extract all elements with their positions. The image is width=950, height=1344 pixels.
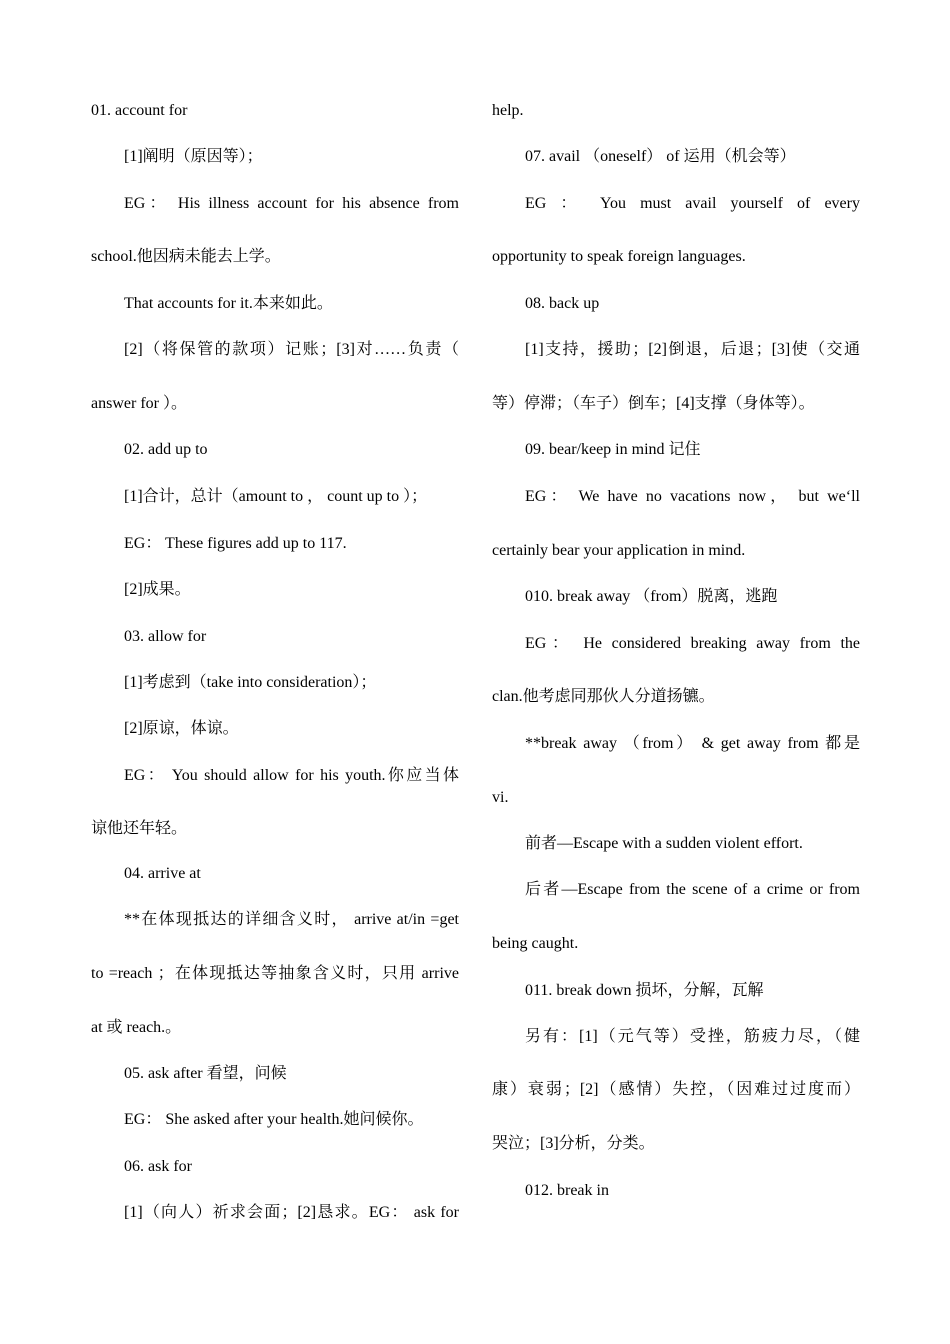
text-line: 08. back up <box>525 295 600 312</box>
text-line: 哭泣；[3]分析，分类。 <box>492 1135 655 1152</box>
text-line: opportunity to speak foreign languages. <box>492 248 746 265</box>
text-line: 01. account for <box>91 102 188 119</box>
text-line: [1]支持，援助；[2]倒退，后退；[3]使（交通 <box>525 341 860 358</box>
text-line: That accounts for it.本来如此。 <box>124 295 333 312</box>
text-line: 011. break down 损坏，分解，瓦解 <box>525 982 764 999</box>
text-line: 等）停滞；（车子）倒车；[4]支撑（身体等）。 <box>492 395 815 412</box>
text-line: certainly bear your application in mind. <box>492 542 746 559</box>
text-line: to =reach ；在体现抵达等抽象含义时，只用 arrive <box>91 965 459 982</box>
text-line: 谅他还年轻。 <box>91 820 188 837</box>
text-line: [2]成果。 <box>124 581 191 598</box>
text-line: 前者—Escape with a sudden violent effort. <box>525 835 803 852</box>
text-line: 03. allow for <box>124 628 207 645</box>
text-line: EG： His illness account for his absence from <box>124 195 459 212</box>
text-line: EG： You should allow for his youth.你应当体 <box>124 767 459 784</box>
text-line: [2]原谅，体谅。 <box>124 720 239 737</box>
text-line: 010. break away （from）脱离，逃跑 <box>525 588 778 605</box>
text-line: EG： She asked after your health.她问候你。 <box>124 1111 424 1128</box>
text-line: 012. break in <box>525 1182 609 1199</box>
text-line: vi. <box>492 789 509 806</box>
text-line: 09. bear/keep in mind 记住 <box>525 441 701 458</box>
text-line: [1]合计，总计（amount to ， count up to ）； <box>124 488 428 505</box>
text-line: 另有：[1]（元气等）受挫，筋疲力尽，（健 <box>525 1028 860 1045</box>
text-line: 05. ask after 看望，问候 <box>124 1065 287 1082</box>
text-line: clan.他考虑同那伙人分道扬镳。 <box>492 688 715 705</box>
text-line: [1]（向人）祈求会面；[2]恳求。EG： ask for <box>124 1204 459 1221</box>
text-line: **break away （from） & get away from 都是 <box>525 735 860 752</box>
text-line: **在体现抵达的详细含义时， arrive at/in =get <box>124 911 459 928</box>
text-line: [2]（将保管的款项）记账；[3]对……负责（ <box>124 341 459 358</box>
text-line: being caught. <box>492 935 579 952</box>
text-line: help. <box>492 102 524 119</box>
text-line: [1]考虑到（take into consideration）； <box>124 674 377 691</box>
text-line: 04. arrive at <box>124 865 201 882</box>
text-line: at 或 reach.。 <box>91 1019 182 1036</box>
text-line: 06. ask for <box>124 1158 192 1175</box>
text-line: 后者—Escape from the scene of a crime or from <box>525 881 860 898</box>
text-line: [1]阐明（原因等）； <box>124 148 263 165</box>
text-line: 07. avail （oneself） of 运用（机会等） <box>525 148 796 165</box>
text-line: 康）衰弱；[2]（感情）失控，（因难过过度而） <box>492 1081 860 1098</box>
text-line: EG： We have no vacations now， but we‘ll <box>525 488 860 505</box>
text-line: school.他因病未能去上学。 <box>91 248 281 265</box>
text-line: 02. add up to <box>124 441 208 458</box>
text-line: answer for ）。 <box>91 395 187 412</box>
text-line: EG： These figures add up to 117. <box>124 535 347 552</box>
text-line: EG： He considered breaking away from the <box>525 635 860 652</box>
text-line: EG ： You must avail yourself of every <box>525 195 860 212</box>
